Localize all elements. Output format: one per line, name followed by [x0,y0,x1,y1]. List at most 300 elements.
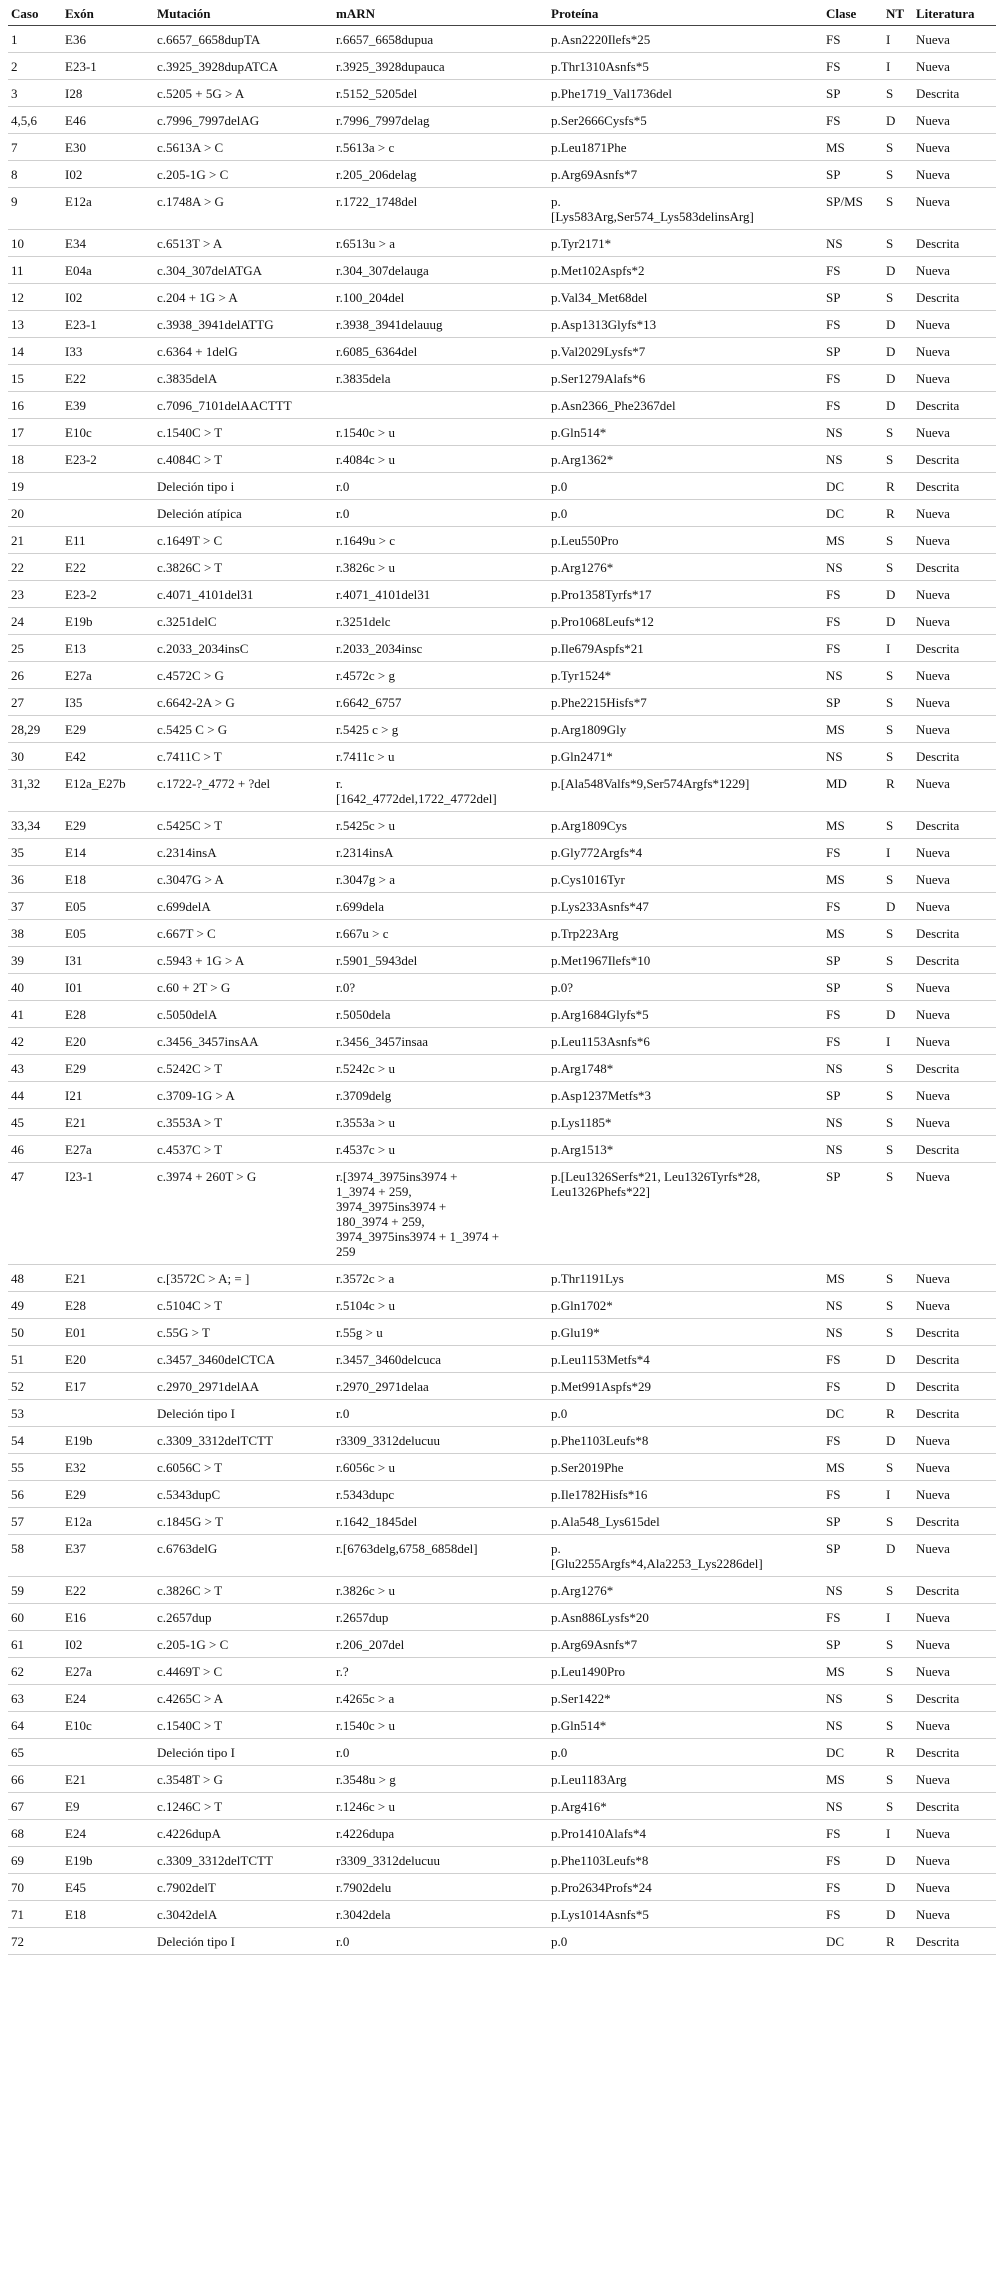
proteina-cell: p.Leu1153Asnfs*6 [548,1028,823,1055]
nt-cell: S [883,1712,913,1739]
mutacion-cell: Deleción tipo I [154,1928,333,1955]
proteina-cell: p.Asn2366_Phe2367del [548,392,823,419]
nt-cell: D [883,365,913,392]
clase-cell: SP [823,947,883,974]
proteina-cell: p.Arg69Asnfs*7 [548,1631,823,1658]
proteina-cell: p.0 [548,500,823,527]
proteina-cell: p.Val34_Met68del [548,284,823,311]
nt-cell: S [883,161,913,188]
marn-cell: r.1540c > u [333,419,548,446]
literatura-cell: Nueva [913,107,996,134]
proteina-cell: p.Phe1103Leufs*8 [548,1427,823,1454]
exon-cell: E45 [62,1874,154,1901]
marn-cell: r.5901_5943del [333,947,548,974]
clase-cell: MS [823,134,883,161]
nt-cell: D [883,311,913,338]
caso-cell: 62 [8,1658,62,1685]
table-row [8,1793,996,1820]
proteina-cell: p.Glu19* [548,1319,823,1346]
clase-cell: SP [823,284,883,311]
proteina-cell: p.Asn2220Ilefs*25 [548,26,823,53]
clase-cell: NS [823,1292,883,1319]
clase-cell: SP [823,161,883,188]
clase-cell: MS [823,1454,883,1481]
proteina-cell: p.Tyr1524* [548,662,823,689]
caso-cell: 13 [8,311,62,338]
marn-cell: r.699dela [333,893,548,920]
literatura-cell: Nueva [913,770,996,812]
exon-cell [62,1739,154,1766]
proteina-cell: p.Pro1068Leufs*12 [548,608,823,635]
table-row [8,1874,996,1901]
mutacion-cell: c.205-1G > C [154,1631,333,1658]
caso-cell: 24 [8,608,62,635]
mutacion-cell: c.5943 + 1G > A [154,947,333,974]
proteina-cell: p.0 [548,473,823,500]
nt-cell: S [883,1055,913,1082]
marn-cell: r.7411c > u [333,743,548,770]
marn-cell: r.2314insA [333,839,548,866]
caso-cell: 16 [8,392,62,419]
exon-cell: E19b [62,608,154,635]
nt-cell: S [883,1454,913,1481]
clase-cell: NS [823,1109,883,1136]
literatura-cell: Nueva [913,1427,996,1454]
table-row [8,1265,996,1292]
clase-cell: NS [823,419,883,446]
exon-cell: E21 [62,1265,154,1292]
marn-cell: r3309_3312delucuu [333,1847,548,1874]
mutacion-cell: c.4265C > A [154,1685,333,1712]
table-row [8,974,996,1001]
exon-cell: E18 [62,866,154,893]
caso-cell: 61 [8,1631,62,1658]
mutacion-cell: c.6657_6658dupTA [154,26,333,53]
exon-cell: E29 [62,812,154,839]
marn-cell: r.3456_3457insaa [333,1028,548,1055]
exon-cell: E46 [62,107,154,134]
caso-cell: 22 [8,554,62,581]
caso-cell: 10 [8,230,62,257]
nt-cell: R [883,770,913,812]
caso-cell: 49 [8,1292,62,1319]
caso-cell: 68 [8,1820,62,1847]
caso-cell: 36 [8,866,62,893]
exon-cell: E01 [62,1319,154,1346]
header-mutacion: Mutación [154,3,333,26]
marn-cell: r.[6763delg,6758_6858del] [333,1535,548,1577]
clase-cell: NS [823,230,883,257]
table-row [8,1454,996,1481]
header-row [8,3,996,26]
marn-cell: r.5152_5205del [333,80,548,107]
nt-cell: S [883,812,913,839]
mutacion-cell: c.3974 + 260T > G [154,1163,333,1265]
exon-cell: E19b [62,1427,154,1454]
proteina-cell: p.Leu1153Metfs*4 [548,1346,823,1373]
marn-cell: r.6657_6658dupua [333,26,548,53]
nt-cell: S [883,716,913,743]
exon-cell [62,1400,154,1427]
mutacion-cell: c.5425C > T [154,812,333,839]
table-row [8,188,996,230]
literatura-cell: Nueva [913,1658,996,1685]
marn-cell: r.7902delu [333,1874,548,1901]
nt-cell: S [883,446,913,473]
literatura-cell: Nueva [913,1604,996,1631]
exon-cell: E42 [62,743,154,770]
marn-cell: r.6513u > a [333,230,548,257]
literatura-cell: Nueva [913,689,996,716]
clase-cell: NS [823,554,883,581]
clase-cell: DC [823,1739,883,1766]
mutacion-cell: c.3456_3457insAA [154,1028,333,1055]
table-row [8,1481,996,1508]
table-row [8,716,996,743]
marn-cell: r.304_307delauga [333,257,548,284]
marn-cell: r.3047g > a [333,866,548,893]
clase-cell: SP [823,1508,883,1535]
literatura-cell: Descrita [913,635,996,662]
caso-cell: 39 [8,947,62,974]
literatura-cell: Descrita [913,446,996,473]
marn-cell: r.3548u > g [333,1766,548,1793]
proteina-cell: p.Asn886Lysfs*20 [548,1604,823,1631]
table-row [8,1001,996,1028]
nt-cell: S [883,743,913,770]
mutacion-cell: c.[3572C > A; = ] [154,1265,333,1292]
nt-cell: R [883,1928,913,1955]
table-row [8,1712,996,1739]
proteina-cell: p.Trp223Arg [548,920,823,947]
exon-cell: I31 [62,947,154,974]
proteina-cell: p.Leu1871Phe [548,134,823,161]
mutacion-cell: c.1748A > G [154,188,333,230]
mutacion-cell: c.4226dupA [154,1820,333,1847]
nt-cell: S [883,80,913,107]
table-row [8,1685,996,1712]
nt-cell: S [883,1163,913,1265]
exon-cell [62,500,154,527]
table-row [8,608,996,635]
table-row [8,1901,996,1928]
table-row [8,893,996,920]
nt-cell: S [883,527,913,554]
caso-cell: 64 [8,1712,62,1739]
nt-cell: S [883,1082,913,1109]
marn-cell: r.4226dupa [333,1820,548,1847]
proteina-cell: p.0 [548,1400,823,1427]
literatura-cell: Descrita [913,1577,996,1604]
literatura-cell: Descrita [913,230,996,257]
nt-cell: S [883,134,913,161]
proteina-cell: p.Val2029Lysfs*7 [548,338,823,365]
mutacion-cell: c.7096_7101delAACTTT [154,392,333,419]
mutacion-cell: c.3548T > G [154,1766,333,1793]
marn-cell: r.? [333,1658,548,1685]
table-row [8,839,996,866]
marn-cell: r.5425c > u [333,812,548,839]
caso-cell: 44 [8,1082,62,1109]
table-row [8,1082,996,1109]
table-row [8,1739,996,1766]
nt-cell: S [883,947,913,974]
marn-cell: r.4537c > u [333,1136,548,1163]
caso-cell: 59 [8,1577,62,1604]
clase-cell: SP [823,338,883,365]
table-row [8,107,996,134]
clase-cell: DC [823,1928,883,1955]
literatura-cell: Nueva [913,1901,996,1928]
mutacion-cell: c.5050delA [154,1001,333,1028]
mutacion-cell: c.6513T > A [154,230,333,257]
clase-cell: SP [823,1535,883,1577]
literatura-cell: Nueva [913,1265,996,1292]
table-header [8,3,996,26]
exon-cell: E20 [62,1346,154,1373]
nt-cell: S [883,554,913,581]
clase-cell: SP [823,1163,883,1265]
clase-cell: FS [823,1346,883,1373]
caso-cell: 51 [8,1346,62,1373]
caso-cell: 35 [8,839,62,866]
exon-cell: E22 [62,554,154,581]
clase-cell: FS [823,1604,883,1631]
exon-cell: E10c [62,419,154,446]
table-row [8,662,996,689]
marn-cell: r.0 [333,1400,548,1427]
marn-cell: r.100_204del [333,284,548,311]
caso-cell: 27 [8,689,62,716]
exon-cell: I35 [62,689,154,716]
mutacion-cell: c.7996_7997delAG [154,107,333,134]
caso-cell: 48 [8,1265,62,1292]
caso-cell: 9 [8,188,62,230]
exon-cell: E32 [62,1454,154,1481]
table-row [8,812,996,839]
exon-cell: E14 [62,839,154,866]
table-row [8,1346,996,1373]
clase-cell: SP [823,689,883,716]
marn-cell: r.667u > c [333,920,548,947]
clase-cell: NS [823,1685,883,1712]
caso-cell: 30 [8,743,62,770]
table-row [8,1028,996,1055]
marn-cell: r.[3974_3975ins3974 + 1_3974 + 259, 3974_3975ins3974 + 180_3974 + 259, 3974_3975ins3974 + 1_3974 + 259 [333,1163,548,1265]
exon-cell: E24 [62,1685,154,1712]
exon-cell: I21 [62,1082,154,1109]
clase-cell: FS [823,26,883,53]
table-row [8,1292,996,1319]
caso-cell: 70 [8,1874,62,1901]
caso-cell: 8 [8,161,62,188]
nt-cell: D [883,1847,913,1874]
nt-cell: I [883,635,913,662]
proteina-cell: p.Pro1410Alafs*4 [548,1820,823,1847]
table-row [8,1535,996,1577]
clase-cell: MS [823,1658,883,1685]
nt-cell: S [883,866,913,893]
proteina-cell: p.Thr1191Lys [548,1265,823,1292]
marn-cell: r.4071_4101del31 [333,581,548,608]
proteina-cell: p.0 [548,1928,823,1955]
literatura-cell: Nueva [913,1712,996,1739]
literatura-cell: Nueva [913,1874,996,1901]
mutacion-cell: c.4071_4101del31 [154,581,333,608]
nt-cell: S [883,188,913,230]
caso-cell: 26 [8,662,62,689]
marn-cell: r.2657dup [333,1604,548,1631]
exon-cell [62,1928,154,1955]
header-exon: Exón [62,3,154,26]
nt-cell: D [883,1874,913,1901]
mutacion-cell: c.5613A > C [154,134,333,161]
literatura-cell: Descrita [913,1346,996,1373]
mutacion-cell: c.1246C > T [154,1793,333,1820]
marn-cell: r.1722_1748del [333,188,548,230]
clase-cell: NS [823,1136,883,1163]
nt-cell: I [883,26,913,53]
mutacion-cell: c.204 + 1G > A [154,284,333,311]
mutacion-cell: c.3457_3460delCTCA [154,1346,333,1373]
table-row [8,689,996,716]
caso-cell: 1 [8,26,62,53]
literatura-cell: Nueva [913,365,996,392]
nt-cell: S [883,1793,913,1820]
literatura-cell: Nueva [913,581,996,608]
table-row [8,1658,996,1685]
clase-cell: SP [823,974,883,1001]
marn-cell: r.1642_1845del [333,1508,548,1535]
literatura-cell: Descrita [913,743,996,770]
exon-cell: I02 [62,1631,154,1658]
literatura-cell: Descrita [913,473,996,500]
nt-cell: D [883,608,913,635]
mutacion-cell: c.699delA [154,893,333,920]
clase-cell: SP/MS [823,188,883,230]
literatura-cell: Descrita [913,1136,996,1163]
nt-cell: I [883,839,913,866]
exon-cell: E17 [62,1373,154,1400]
literatura-cell: Descrita [913,554,996,581]
nt-cell: S [883,1577,913,1604]
exon-cell: I33 [62,338,154,365]
nt-cell: I [883,1028,913,1055]
clase-cell: FS [823,53,883,80]
table-row [8,392,996,419]
proteina-cell: p.Phe1103Leufs*8 [548,1847,823,1874]
marn-cell: r.6056c > u [333,1454,548,1481]
proteina-cell: p.Ser1422* [548,1685,823,1712]
proteina-cell: p.Pro2634Profs*24 [548,1874,823,1901]
literatura-cell: Nueva [913,1820,996,1847]
table-row [8,866,996,893]
nt-cell: R [883,1400,913,1427]
caso-cell: 12 [8,284,62,311]
nt-cell: S [883,1766,913,1793]
mutacion-cell: c.4469T > C [154,1658,333,1685]
literatura-cell: Descrita [913,80,996,107]
literatura-cell: Nueva [913,1454,996,1481]
clase-cell: FS [823,392,883,419]
literatura-cell: Nueva [913,1109,996,1136]
nt-cell: S [883,662,913,689]
mutacion-cell: Deleción tipo i [154,473,333,500]
clase-cell: FS [823,1874,883,1901]
proteina-cell: p.Phe1719_Val1736del [548,80,823,107]
literatura-cell: Nueva [913,257,996,284]
nt-cell: D [883,1001,913,1028]
marn-cell: r.2033_2034insc [333,635,548,662]
table-row [8,311,996,338]
proteina-cell: p.Arg1748* [548,1055,823,1082]
marn-cell: r.5343dupc [333,1481,548,1508]
table-row [8,338,996,365]
proteina-cell: p.Pro1358Tyrfs*17 [548,581,823,608]
header-caso: Caso [8,3,62,26]
header-nt: NT [883,3,913,26]
table-row [8,1109,996,1136]
literatura-cell: Nueva [913,1847,996,1874]
proteina-cell: p. [Lys583Arg,Ser574_Lys583delinsArg] [548,188,823,230]
exon-cell: E16 [62,1604,154,1631]
mutacion-cell: c.3309_3312delTCTT [154,1427,333,1454]
marn-cell: r.5104c > u [333,1292,548,1319]
table-row [8,473,996,500]
caso-cell: 52 [8,1373,62,1400]
mutacion-cell: c.4537C > T [154,1136,333,1163]
proteina-cell: p. [Glu2255Argfs*4,Ala2253_Lys2286del] [548,1535,823,1577]
nt-cell: D [883,1535,913,1577]
mutacion-cell: c.60 + 2T > G [154,974,333,1001]
exon-cell: E27a [62,662,154,689]
exon-cell: E29 [62,1055,154,1082]
literatura-cell: Nueva [913,311,996,338]
proteina-cell: p.Gln514* [548,419,823,446]
literatura-cell: Nueva [913,839,996,866]
caso-cell: 60 [8,1604,62,1631]
nt-cell: S [883,1685,913,1712]
exon-cell: E21 [62,1109,154,1136]
table-row [8,1928,996,1955]
marn-cell: r.3709delg [333,1082,548,1109]
literatura-cell: Nueva [913,716,996,743]
clase-cell: MS [823,1766,883,1793]
table-row [8,770,996,812]
clase-cell: FS [823,1373,883,1400]
table-row [8,1820,996,1847]
proteina-cell: p.Leu1490Pro [548,1658,823,1685]
clase-cell: NS [823,743,883,770]
marn-cell: r.3938_3941delauug [333,311,548,338]
caso-cell: 25 [8,635,62,662]
proteina-cell: p.[Leu1326Serfs*21, Leu1326Tyrfs*28, Leu1326Phefs*22] [548,1163,823,1265]
proteina-cell: p.Asp1313Glyfs*13 [548,311,823,338]
exon-cell: E37 [62,1535,154,1577]
proteina-cell: p.Ser1279Alafs*6 [548,365,823,392]
proteina-cell: p.Leu550Pro [548,527,823,554]
proteina-cell: p.0? [548,974,823,1001]
caso-cell: 72 [8,1928,62,1955]
clase-cell: FS [823,1820,883,1847]
exon-cell: E39 [62,392,154,419]
table-body [8,26,996,1955]
mutacion-cell: c.2970_2971delAA [154,1373,333,1400]
exon-cell: E28 [62,1292,154,1319]
nt-cell: D [883,107,913,134]
nt-cell: S [883,1658,913,1685]
table-row [8,446,996,473]
